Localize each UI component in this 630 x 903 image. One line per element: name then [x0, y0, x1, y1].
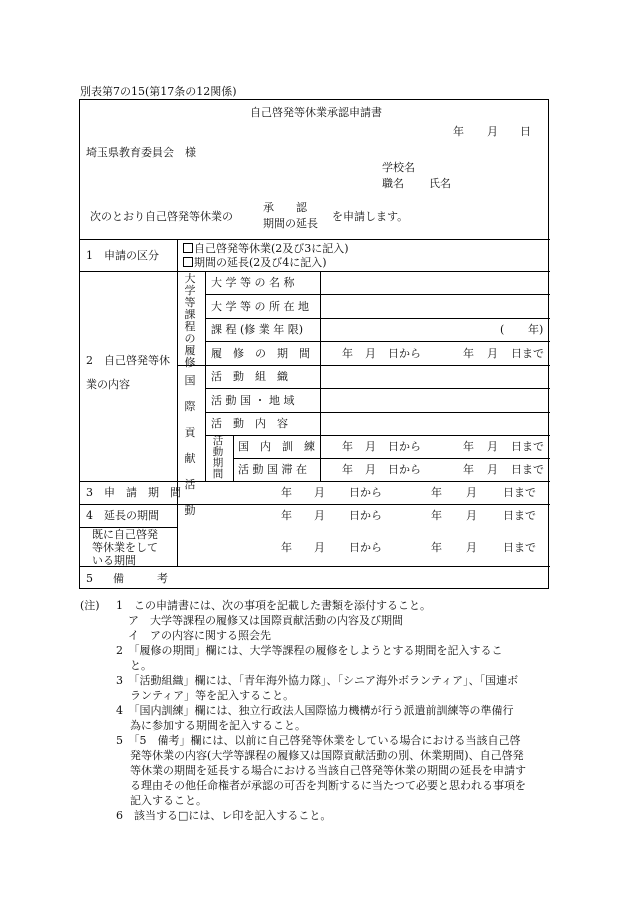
period-month: 月: [487, 347, 498, 360]
already-leave-line2: 等休業をして: [92, 541, 158, 554]
option-leave-label: 自己啓発等休業(2及び3に記入): [194, 242, 349, 255]
addressee: 埼玉県教育委員会 様: [86, 146, 196, 159]
period-month: 月: [314, 509, 325, 522]
request-prefix: 次のとおり自己啓発等休業の: [90, 210, 233, 223]
international-group-label: 国際貢献活動: [184, 374, 196, 517]
period-month: 月: [466, 486, 477, 499]
content-label: 活 動 内 容: [211, 417, 288, 430]
period-month: 月: [365, 440, 376, 453]
period-from: 日から: [388, 440, 421, 453]
application-form: [79, 99, 549, 589]
note-5d: る理由その他任命権者が承認の可否を判断するに当たつて必要と思われる事項を: [130, 779, 526, 792]
section3-label: 3 申 請 期 間: [86, 486, 181, 499]
note-1a: ア 大学等課程の履修又は国際貢献活動の内容及び期間: [128, 614, 403, 627]
period-month: 月: [314, 541, 325, 554]
date-day: 日: [520, 125, 531, 138]
period-year: 年: [342, 440, 353, 453]
position-label: 職名: [382, 177, 404, 190]
period-year: 年: [463, 440, 474, 453]
note-2a: 2 「履修の期間」欄には、大学等課程の履修をしようとする期間を記入するこ: [116, 644, 503, 657]
period-from: 日から: [349, 541, 382, 554]
period-until: 日まで: [503, 509, 536, 522]
section4-label: 4 延長の期間: [86, 509, 159, 522]
country-label: 活 動 国 ・ 地 域: [211, 394, 295, 407]
note-4a: 4 「国内訓練」欄には、独立行政法人国際協力機構が行う派遣前訓練等の準備行: [116, 704, 514, 717]
section5-label: 備 考: [113, 572, 168, 585]
course-years-open: (: [500, 323, 505, 336]
university-name-label: 大 学 等 の 名 称: [211, 276, 295, 289]
period-month: 月: [314, 486, 325, 499]
form-caption: 別表第7の15(第17条の12関係): [80, 85, 237, 98]
request-option-approval: 承 認: [263, 201, 307, 214]
period-until: 日まで: [511, 463, 544, 476]
period-until: 日まで: [511, 440, 544, 453]
name-label: 氏名: [429, 177, 451, 190]
section1-label: 1 申請の区分: [86, 249, 159, 262]
note-5b: 発等休業の内容(大学等課程の履修又は国際貢献活動の別、休業期間)、自己啓発: [130, 749, 524, 762]
period-month: 月: [466, 541, 477, 554]
period-month: 月: [365, 347, 376, 360]
note-5c: 等休業の期間を延長する場合における当該自己啓発等休業の期間の延長を申請す: [130, 764, 526, 777]
school-label: 学校名: [382, 161, 415, 174]
period-month: 月: [365, 463, 376, 476]
period-year: 年: [281, 509, 292, 522]
already-leave-line3: いる期間: [92, 554, 136, 567]
option-extension-label: 期間の延長(2及び4に記入): [194, 256, 327, 269]
course-label: 課 程 (修 業 年 限): [211, 323, 304, 336]
note-1: 1 この申請書には、次の事項を記載した書類を添付すること。: [116, 599, 431, 612]
period-until: 日まで: [503, 486, 536, 499]
checkbox-icon[interactable]: [183, 243, 193, 253]
section2-label-line2: 業の内容: [86, 378, 130, 391]
period-year: 年: [281, 541, 292, 554]
request-option-extension: 期間の延長: [263, 217, 318, 230]
period-year: 年: [342, 347, 353, 360]
period-year: 年: [281, 486, 292, 499]
note-6: 6 該当する□には、レ印を記入すること。: [116, 809, 332, 822]
note-5e: 記入すること。: [130, 794, 207, 807]
period-month: 月: [487, 440, 498, 453]
period-year: 年: [431, 541, 442, 554]
checkbox-icon[interactable]: [183, 257, 193, 267]
period-from: 日から: [388, 347, 421, 360]
note-3b: ランティア」等を記入すること。: [130, 689, 295, 702]
date-year: 年: [453, 125, 464, 138]
note-1b: イ アの内容に関する照会先: [128, 629, 271, 642]
university-group-label: 大学等課程の履修: [184, 272, 196, 369]
period-until: 日まで: [503, 541, 536, 554]
request-suffix: を申請します。: [332, 210, 409, 223]
stay-abroad-label: 活 動 国 滞 在: [238, 463, 307, 476]
option-leave[interactable]: [183, 242, 349, 255]
period-year: 年: [431, 509, 442, 522]
note-4b: 為に参加する期間を記入すること。: [130, 719, 306, 732]
date-month: 月: [487, 125, 498, 138]
period-year: 年: [342, 463, 353, 476]
form-title: 自己啓発等休業承認申請書: [250, 106, 382, 119]
activity-period-label: 活動期間: [212, 435, 224, 480]
course-years-close: 年): [528, 323, 544, 336]
section5-number: 5: [86, 572, 93, 585]
period-month: 月: [466, 509, 477, 522]
study-period-label: 履 修 の 期 間: [211, 347, 310, 360]
period-year: 年: [463, 463, 474, 476]
section2-label-line1: 2 自己啓発等休: [86, 354, 170, 367]
note-2b: と。: [130, 659, 152, 672]
university-location-label: 大 学 等 の 所 在 地: [211, 300, 309, 313]
period-year: 年: [431, 486, 442, 499]
organization-label: 活 動 組 織: [211, 370, 288, 383]
period-from: 日から: [349, 509, 382, 522]
note-5a: 5 「5 備考」欄には、以前に自己啓発等休業をしている場合における当該自己啓: [116, 734, 521, 747]
period-until: 日まで: [511, 347, 544, 360]
note-3a: 3 「活動組織」欄には、「青年海外協力隊」、「シニア海外ボランティア」、「国連ボ: [116, 674, 519, 687]
period-from: 日から: [349, 486, 382, 499]
notes-prefix: (注): [80, 599, 100, 612]
period-from: 日から: [388, 463, 421, 476]
period-year: 年: [463, 347, 474, 360]
period-month: 月: [487, 463, 498, 476]
domestic-training-label: 国 内 訓 練: [238, 440, 315, 453]
already-leave-line1: 既に自己啓発: [92, 528, 158, 541]
option-extension[interactable]: [183, 256, 327, 269]
